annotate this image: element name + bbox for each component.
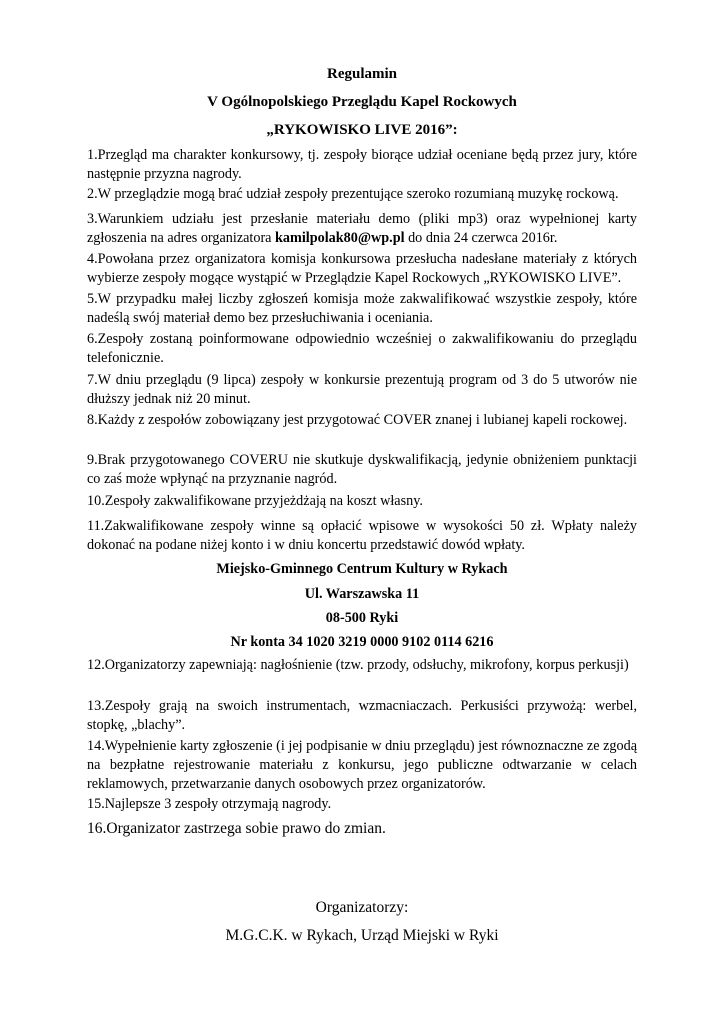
doc-title-regulamin: Regulamin <box>326 66 397 82</box>
bank-street: Ul. Warszawska 11 <box>304 586 420 602</box>
rule-5: 5.W przypadku małej liczby zgłoszeń komisja może zakwalifikować wszystkie zespoły, które nadeślą swój materiał demo bez przesłuchiwania i oceniania. <box>87 291 637 326</box>
rule-3-text: 3.Warunkiem udziału jest przesłanie materiału demo (pliki mp3) oraz wypełnionej karty zgłoszenia na adres organizatora <box>87 211 637 246</box>
rule-16: 16.Organizator zastrzega sobie prawo do zmian. <box>87 820 386 837</box>
organizer-email: kamilpolak80@wp.pl <box>275 230 405 246</box>
rule-2: 2.W przeglądzie mogą brać udział zespoły prezentujące szeroko rozumianą muzykę rockową. <box>87 186 619 202</box>
doc-title-name: „RYKOWISKO LIVE 2016”: <box>266 122 458 138</box>
rule-13: 13.Zespoły grają na swoich instrumentach, wzmacniaczach. Perkusiści przywożą: werbel, stopkę, „blachy”. <box>87 698 637 733</box>
rule-15: 15.Najlepsze 3 zespoły otrzymają nagrody. <box>87 796 332 812</box>
rule-1: 1.Przegląd ma charakter konkursowy, tj. zespoły biorące udział oceniane będą przez jury, które następnie przyzna nagrody. <box>87 147 637 182</box>
organizers-label: Organizatorzy: <box>315 899 409 916</box>
rule-11: 11.Zakwalifikowane zespoły winne są opłacić wpisowe w wysokości 50 zł. Wpłaty należy dokonać na podane niżej konto i w dniu koncertu przedstawić dowód wpłaty. <box>87 518 637 553</box>
rule-6: 6.Zespoły zostaną poinformowane odpowiednio wcześniej o zakwalifikowaniu do przeglądu telefonicznie. <box>87 331 637 366</box>
rule-12: 12.Organizatorzy zapewniają: nagłośnienie (tzw. przody, odsłuchy, mikrofony, korpus perkusji) <box>87 657 629 673</box>
rule-14: 14.Wypełnienie karty zgłoszenie (i jej podpisanie w dniu przeglądu) jest równoznaczne ze zgodą na bezpłatne rejestrowanie materiału z konkursu, jego publiczne odtwarzanie w celach reklamowych, przetwarzanie danych osobowych przez organizatorów. <box>87 738 637 792</box>
rule-4: 4.Powołana przez organizatora komisja konkursowa przesłucha nadesłane materiały z których wybierze zespoły mogące wystąpić w Przeglądzie Kapel Rockowych „RYKOWISKO LIVE”. <box>87 251 637 286</box>
doc-title-event: V Ogólnopolskiego Przeglądu Kapel Rockowych <box>207 94 517 110</box>
rule-8: 8.Każdy z zespołów zobowiązany jest przygotować COVER znanej i lubianej kapeli rockowej. <box>87 412 628 428</box>
bank-account-number: Nr konta 34 1020 3219 0000 9102 0114 6216 <box>230 634 494 650</box>
bank-postal: 08-500 Ryki <box>325 610 399 626</box>
organizers-names: M.G.C.K. w Rykach, Urząd Miejski w Ryki <box>225 927 499 944</box>
rule-7: 7.W dniu przeglądu (9 lipca) zespoły w konkursie prezentują program od 3 do 5 utworów nie dłuższy jednak niż 20 minut. <box>87 372 637 407</box>
rule-3 <box>87 210 637 248</box>
rule-3-deadline: do dnia 24 czerwca 2016r. <box>404 230 558 246</box>
rule-9: 9.Brak przygotowanego COVERU nie skutkuje dyskwalifikacją, jedynie obniżeniem punktacji co zaś może wpłynąć na przyznanie nagród. <box>87 452 637 487</box>
bank-institution: Miejsko-Gminnego Centrum Kultury w Rykach <box>216 561 508 577</box>
rule-10: 10.Zespoły zakwalifikowane przyjeżdżają na koszt własny. <box>87 493 423 509</box>
